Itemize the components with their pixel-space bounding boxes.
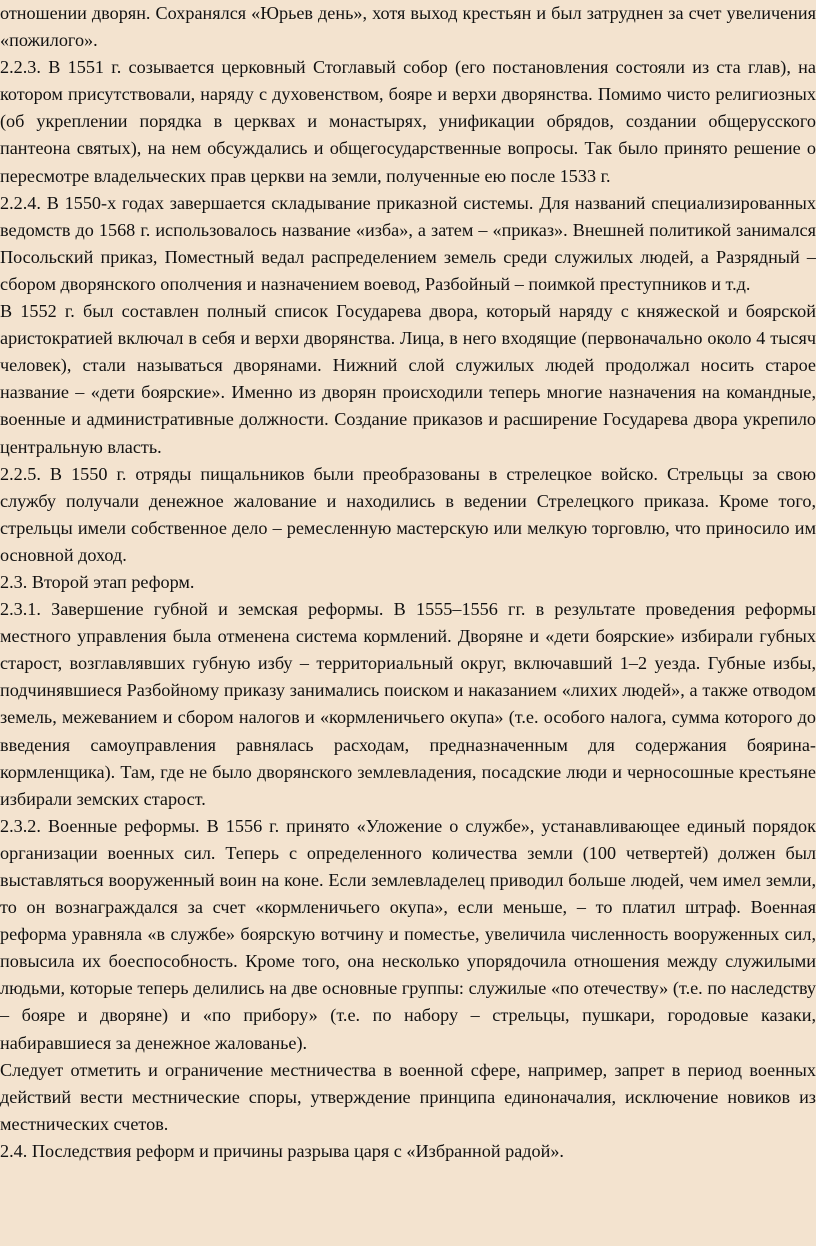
paragraph-2-2-3: 2.2.3. В 1551 г. созывается церковный Стоглавый собор (его постановления состояли из ста глав), на котором присутствовали, наряду с духовенством, бояре и верхи дворянства. Помимо чисто религиозных (об укреплении порядка в церквах и монастырях, унификации обрядов, создании общерусского пантеона святых), на нем обсуждались и общегосударственные вопросы. Так было принято решение о пересмотре владельческих прав церкви на земли, полученные ею после 1533 г.: [0, 57, 816, 186]
paragraph-2-3-1: 2.3.1. Завершение губной и земская реформы. В 1555–1556 гг. в результате проведения реформы местного управления была отменена система кормлений. Дворяне и «дети боярские» избирали губных старост, возглавлявших губную избу – территориальный округ, включавший 1–2 уезда. Губные избы, подчинявшиеся Разбойному приказу занимались поиском и наказанием «лихих людей», а также отводом земель, межеванием и сбором налогов и «кормленичьего окупа» (т.е. особого налога, сумма которого до введения самоуправления равнялась расходам, предназначенным для содержания боярина-кормленщика). Там, где не было дворянского землевладения, посадские люди и черносошные крестьяне избирали земских старост.: [0, 599, 816, 809]
paragraph-mestnichestvo: Следует отметить и ограничение местничества в военной сфере, например, запрет в период военных действий вести местнические споры, утверждение принципа единоначалия, исключение новиков из местнических счетов.: [0, 1059, 816, 1134]
section-heading-2-4: 2.4. Последствия реформ и причины разрыва царя с «Избранной радой».: [0, 1140, 564, 1161]
paragraph-2-2-5: 2.2.5. В 1550 г. отряды пищальников были преобразованы в стрелецкое войско. Стрельцы за свою службу получали денежное жалование и находились в ведении Стрелецкого приказа. Кроме того, стрельцы имели собственное дело – ремесленную мастерскую или мелкую торговлю, что приносило им основной доход.: [0, 463, 816, 565]
paragraph-2-2-4: 2.2.4. В 1550-х годах завершается складывание приказной системы. Для названий специализированных ведомств до 1568 г. использовалось название «изба», а затем – «приказ». Внешней политикой занимался Посольский приказ, Поместный ведал распределением земель среди служилых людей, а Разрядный – сбором дворянского ополчения и назначением воевод, Разбойный – поимкой преступников и т.д.: [0, 192, 816, 294]
paragraph-continuation: отношении дворян. Сохранялся «Юрьев день», хотя выход крестьян и был затруднен за счет увеличения «пожилого».: [0, 3, 816, 51]
paragraph-1552: В 1552 г. был составлен полный список Государева двора, который наряду с княжеской и боярской аристократией включал в себя и верхи дворянства. Лица, в него входящие (первоначально около 4 тысяч человек), стали называться дворянами. Нижний слой служилых людей продолжал носить старое название – «дети боярские». Именно из дворян происходили теперь многие назначения на командные, военные и административные должности. Создание приказов и расширение Государева двора укрепило центральную власть.: [0, 301, 816, 457]
paragraph-2-3-2: 2.3.2. Военные реформы. В 1556 г. принято «Уложение о службе», устанавливающее единый порядок организации военных сил. Теперь с определенного количества земли (100 четвертей) должен был выставляться вооруженный воин на коне. Если землевладелец приводил больше людей, чем имел земли, то он вознаграждался за счет «кормленичьего окупа», если меньше, – то платил штраф. Военная реформа уравняла «в службе» боярскую вотчину и поместье, увеличила численность вооруженных сил, повысила их боеспособность. Кроме того, она несколько упорядочила отношения между служилыми людьми, которые теперь делились на две основные группы: служилые «по отечеству» (т.е. по наследству – бояре и дворяне) и «по прибору» (т.е. по набору – стрельцы, пушкари, городовые казаки, набиравшиеся за денежное жалованье).: [0, 815, 816, 1053]
section-heading-2-3: 2.3. Второй этап реформ.: [0, 571, 195, 592]
